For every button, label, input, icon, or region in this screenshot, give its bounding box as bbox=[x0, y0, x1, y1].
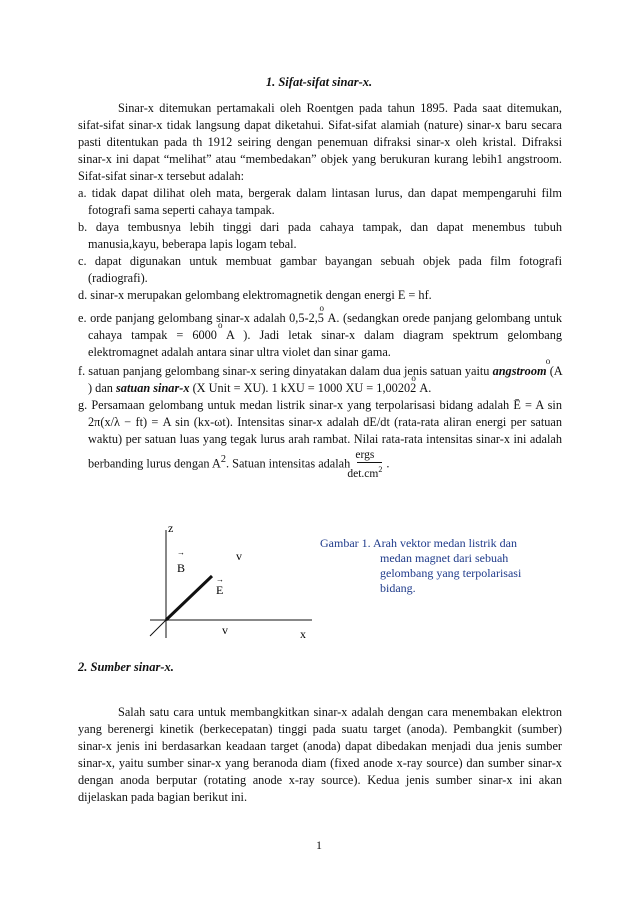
list-item-d: d. sinar-x merupakan gelombang elektromagnetik dengan energi E = hf. bbox=[78, 288, 432, 302]
angstrom-symbol: o A bbox=[419, 381, 428, 395]
angstrom-symbol: o A bbox=[226, 328, 234, 342]
b-field-label: B bbox=[177, 561, 186, 575]
figure-caption: Gambar 1. Arah vektor medan listrik dan medan magnet dari sebuah gelombang yang terpolarisasi bidang. bbox=[320, 536, 522, 595]
list-item-f: f. satuan panjang gelombang sinar-x sering dinyatakan dalam dua jenis satuan yaitu angstroom (o A ) dan satuan sinar-x (X Unit = XU). 1 kXU = 1000 XU = 1,00202 o A. bbox=[78, 363, 562, 397]
list-item-c: c. dapat digunakan untuk membuat gambar bayangan sebuah objek pada film fotografi (radiografi). bbox=[78, 254, 562, 285]
svg-text:→: → bbox=[177, 548, 185, 557]
e-field-label: E bbox=[216, 583, 224, 597]
angstrom-symbol: o A bbox=[554, 364, 562, 378]
field-vector bbox=[166, 576, 212, 620]
polarization-figure bbox=[140, 520, 320, 650]
section-heading-1: 1. Sifat-sifat sinar-x. bbox=[265, 75, 373, 89]
svg-text:→: → bbox=[216, 575, 224, 584]
list-item-a: a. tidak dapat dilihat oleh mata, bergerak dalam lintasan lurus, dan dapat mempengaruhi film fotografi sama seperti cahaya tampak. bbox=[78, 186, 562, 217]
satuan-sinar-x-term: satuan sinar-x bbox=[116, 381, 190, 395]
angstrom-symbol: o A bbox=[328, 311, 337, 325]
angstroom-term: angstroom bbox=[492, 364, 547, 378]
v-label-bottom: v bbox=[222, 623, 228, 637]
intensity-unit-fraction: $\frac{\text{ergs}}{\det.cm^2}$ bbox=[347, 449, 383, 480]
list-item-g: g. Persamaan gelombang untuk medan listrik sinar-x yang terpolarisasi bidang adalah Ē = A sin 2π(x/λ − ft) = A sin (kx-ωt). Intensitas sinar-x adalah dE/dt (rata-rata aliran energi per satuan waktu) per satuan luas yang tegak lurus arah rambat. Nilai rata-rata intensitas sinar-x ini adalah berbanding lurus dengan $A^2$. Satuan intensitas adalah $\frac{\text{ergs}}{\det.cm^2}$ . bbox=[78, 398, 562, 480]
x-axis-label: x bbox=[300, 627, 306, 641]
list-item-e: e. orde panjang gelombang sinar-x adalah 0,5-2,5 o A. (sedangkan orede panjang gelombang untuk cahaya tampak = 6000 o A ). Jadi letak sinar-x dalam diagram spektrum gelombang elektromagnet adalah antara sinar ultra violet dan sinar gama. bbox=[78, 310, 562, 361]
section-heading-2: 2. Sumber sinar-x. bbox=[78, 660, 174, 674]
list-item-b: b. daya tembusnya lebih tinggi dari pada cahaya tampak, dan dapat menembus tubuh manusia,kayu, beberapa lapis logam tebal. bbox=[78, 220, 562, 251]
page-number: 1 bbox=[316, 838, 322, 852]
section-1-body bbox=[78, 100, 562, 481]
section-2-paragraph: Salah satu cara untuk membangkitkan sinar-x adalah dengan cara menembakan elektron yang berenergi kinetik (berkecepatan) tinggi pada suatu target (anoda). Pembangkit (sumber) sinar-x jenis ini berdasarkan keadaan target (anoda) dapat dibedakan menjadi dua jenis sumber sinar-x, yaitu sumber sinar-x yang beranoda diam (fixed anode x-ray source) dan sumber sinar-x dengan anoda berputar (rotating anode x-ray source). Kedua jenis sumber sinar-x ini akan dijelaskan pada bagian berikut ini. bbox=[78, 705, 562, 804]
y-axis bbox=[150, 620, 166, 636]
intro-paragraph: Sinar-x ditemukan pertamakali oleh Roentgen pada tahun 1895. Pada saat ditemukan, sifat-sifat sinar-x tidak langsung dapat diketahui. Sifat-sifat alamiah (nature) sinar-x baru secara pasti ditentukan pada th 1912 seiring dengan penemuan difraksi sinar-x oleh kristal. Difraksi sinar-x ini dapat “melihat” atau “membedakan” objek yang berukuran kurang lebih1 angstroom. Sifat-sifat sinar-x tersebut adalah: bbox=[78, 101, 562, 183]
z-axis-label: z bbox=[168, 521, 174, 535]
v-label-top: v bbox=[236, 549, 242, 563]
